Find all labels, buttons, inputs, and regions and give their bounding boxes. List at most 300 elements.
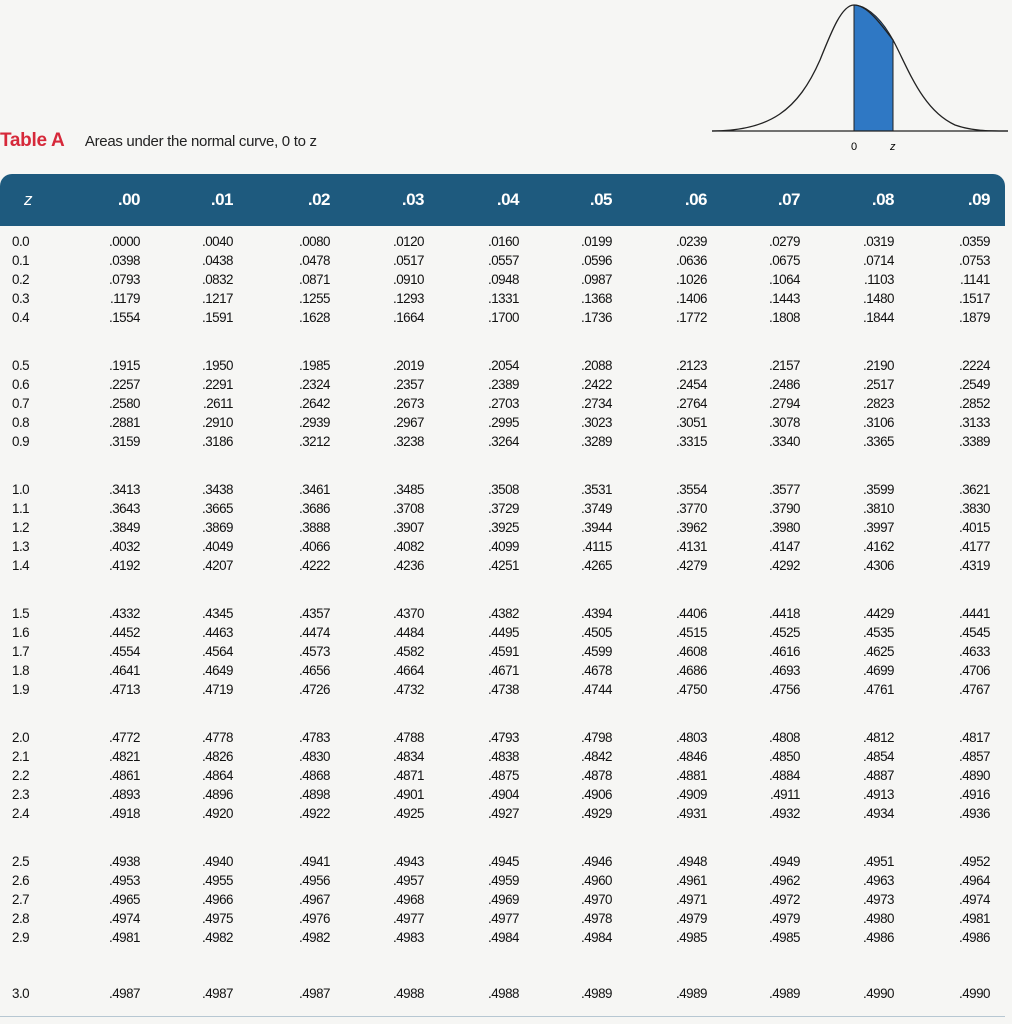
table-cell: .3289 bbox=[580, 434, 612, 450]
table-cell: .2357 bbox=[392, 377, 424, 393]
table-cell: .4678 bbox=[580, 663, 612, 679]
header-col-2: .01 bbox=[210, 190, 233, 209]
table-cell: .4842 bbox=[580, 749, 612, 765]
table-cell: .4952 bbox=[958, 854, 990, 869]
normal-curve-figure bbox=[710, 0, 1010, 160]
z-cell: 2.7 bbox=[12, 892, 30, 908]
table-cell: .4943 bbox=[392, 854, 424, 869]
table-cell: .2673 bbox=[392, 396, 424, 412]
table-cell: .4671 bbox=[487, 663, 519, 679]
table-cell: .1736 bbox=[580, 310, 612, 326]
table-cell: .4920 bbox=[201, 806, 233, 822]
table-cell: .2910 bbox=[201, 415, 233, 431]
table-cell: .3023 bbox=[580, 415, 612, 431]
table-cell: .4978 bbox=[580, 911, 612, 927]
table-cell: .4981 bbox=[958, 911, 990, 927]
table-cell: .4649 bbox=[201, 663, 233, 679]
table-cell: .4564 bbox=[201, 644, 233, 660]
table-cell: .4868 bbox=[298, 768, 330, 784]
table-cell: .4981 bbox=[108, 930, 140, 946]
table-cell: .1255 bbox=[298, 291, 330, 307]
table-cell: .4898 bbox=[298, 787, 330, 803]
table-cell: .4982 bbox=[201, 930, 233, 946]
table-cell: .4887 bbox=[862, 768, 894, 784]
table-cell: .2995 bbox=[487, 415, 519, 431]
value-column bbox=[740, 480, 800, 575]
table-cell: .4345 bbox=[201, 606, 233, 621]
table-cell: .4808 bbox=[768, 730, 800, 745]
table-cell: .4906 bbox=[580, 787, 612, 803]
value-column bbox=[647, 852, 707, 947]
value-column bbox=[647, 356, 707, 451]
value-column bbox=[459, 852, 519, 947]
table-cell: .3869 bbox=[201, 520, 233, 536]
table-cell: .2549 bbox=[958, 377, 990, 393]
table-cell: .4608 bbox=[675, 644, 707, 660]
value-column bbox=[930, 852, 990, 947]
table-cell: .2852 bbox=[958, 396, 990, 412]
table-cell: .4911 bbox=[769, 787, 800, 803]
value-column bbox=[740, 984, 800, 1003]
value-column bbox=[552, 984, 612, 1003]
table-cell: .4989 bbox=[675, 986, 707, 1001]
table-cell: .3159 bbox=[108, 434, 140, 450]
table-cell: .4938 bbox=[108, 854, 140, 869]
z-cell: 0.1 bbox=[12, 253, 30, 269]
table-cell: .4977 bbox=[487, 911, 519, 927]
header-z: z bbox=[24, 190, 32, 209]
table-cell: .3997 bbox=[862, 520, 894, 536]
value-column bbox=[834, 604, 894, 699]
value-column bbox=[930, 984, 990, 1003]
table-cell: .3212 bbox=[298, 434, 330, 450]
table-cell: .4990 bbox=[958, 986, 990, 1001]
table-cell: .1844 bbox=[862, 310, 894, 326]
table-cell: .4441 bbox=[958, 606, 990, 621]
value-column bbox=[80, 728, 140, 823]
header-col-7: .06 bbox=[684, 190, 707, 209]
table-cell: .4418 bbox=[768, 606, 800, 621]
z-cell: 2.9 bbox=[12, 930, 30, 946]
table-cell: .4987 bbox=[298, 986, 330, 1001]
table-cell: .4082 bbox=[392, 539, 424, 555]
table-cell: .4918 bbox=[108, 806, 140, 822]
table-cell: .2967 bbox=[392, 415, 424, 431]
z-cell: 1.6 bbox=[12, 625, 30, 641]
table-cell: .1950 bbox=[201, 358, 233, 373]
z-cell: 2.4 bbox=[12, 806, 30, 822]
table-cell: .3264 bbox=[487, 434, 519, 450]
table-cell: .3389 bbox=[958, 434, 990, 450]
table-cell: .4985 bbox=[675, 930, 707, 946]
value-column bbox=[173, 728, 233, 823]
z-values bbox=[12, 984, 29, 1003]
table-cell: .4162 bbox=[862, 539, 894, 555]
table-cell: .0080 bbox=[298, 234, 330, 249]
table-cell: .4979 bbox=[675, 911, 707, 927]
table-cell: .1700 bbox=[487, 310, 519, 326]
table-cell: .4738 bbox=[487, 682, 519, 698]
table-cell: .3749 bbox=[580, 501, 612, 517]
table-cell: .4934 bbox=[862, 806, 894, 822]
table-cell: .4115 bbox=[581, 539, 612, 555]
table-cell: .4292 bbox=[768, 558, 800, 574]
table-cell: .2257 bbox=[108, 377, 140, 393]
table-cell: .0675 bbox=[768, 253, 800, 269]
table-cell: .1026 bbox=[675, 272, 707, 288]
table-cell: .4875 bbox=[487, 768, 519, 784]
table-cell: .4953 bbox=[108, 873, 140, 889]
table-cell: .4955 bbox=[201, 873, 233, 889]
value-column bbox=[834, 984, 894, 1003]
table-cell: .3643 bbox=[108, 501, 140, 517]
header-col-9: .08 bbox=[871, 190, 894, 209]
table-cell: .1443 bbox=[768, 291, 800, 307]
table-cell: .3810 bbox=[862, 501, 894, 517]
table-cell: .0793 bbox=[108, 272, 140, 288]
table-cell: .4750 bbox=[675, 682, 707, 698]
z-cell: 0.6 bbox=[12, 377, 30, 393]
value-column bbox=[740, 232, 800, 327]
table-cell: .0557 bbox=[487, 253, 519, 269]
value-column bbox=[930, 604, 990, 699]
z-cell: 1.1 bbox=[12, 501, 30, 517]
table-cell: .3106 bbox=[862, 415, 894, 431]
table-cell: .4599 bbox=[580, 644, 612, 660]
table-cell: .3770 bbox=[675, 501, 707, 517]
table-cell: .2517 bbox=[862, 377, 894, 393]
table-cell: .4968 bbox=[392, 892, 424, 908]
value-column bbox=[834, 852, 894, 947]
value-column bbox=[459, 728, 519, 823]
z-cell: 2.6 bbox=[12, 873, 30, 889]
table-cell: .4979 bbox=[768, 911, 800, 927]
table-cell: .1517 bbox=[958, 291, 990, 307]
table-cell: .3665 bbox=[201, 501, 233, 517]
z-cell: 1.2 bbox=[12, 520, 30, 536]
table-cell: .4463 bbox=[201, 625, 233, 641]
z-cell: 0.7 bbox=[12, 396, 30, 412]
table-cell: .4177 bbox=[958, 539, 990, 555]
table-cell: .2422 bbox=[580, 377, 612, 393]
table-cell: .4616 bbox=[768, 644, 800, 660]
value-column bbox=[552, 480, 612, 575]
table-cell: .4960 bbox=[580, 873, 612, 889]
value-column bbox=[364, 232, 424, 327]
table-cell: .4901 bbox=[392, 787, 424, 803]
table-cell: .4893 bbox=[108, 787, 140, 803]
table-cell: .2088 bbox=[580, 358, 612, 373]
table-cell: .4474 bbox=[298, 625, 330, 641]
table-cell: .4990 bbox=[862, 986, 894, 1001]
table-cell: .4573 bbox=[298, 644, 330, 660]
z-values bbox=[12, 728, 29, 823]
value-column bbox=[173, 480, 233, 575]
table-cell: .2454 bbox=[675, 377, 707, 393]
z-cell: 3.0 bbox=[12, 986, 30, 1001]
table-cell: .4969 bbox=[487, 892, 519, 908]
table-cell: .4864 bbox=[201, 768, 233, 784]
table-cell: .1985 bbox=[298, 358, 330, 373]
table-cell: .4988 bbox=[392, 986, 424, 1001]
table-cell: .0160 bbox=[487, 234, 519, 249]
table-cell: .4850 bbox=[768, 749, 800, 765]
table-cell: .3962 bbox=[675, 520, 707, 536]
table-cell: .4913 bbox=[862, 787, 894, 803]
table-cell: .1554 bbox=[108, 310, 140, 326]
z-label: z bbox=[890, 141, 896, 153]
value-column bbox=[740, 604, 800, 699]
table-cell: .4817 bbox=[958, 730, 990, 745]
table-cell: .1331 bbox=[487, 291, 519, 307]
value-column bbox=[647, 984, 707, 1003]
value-column bbox=[459, 480, 519, 575]
value-column bbox=[173, 232, 233, 327]
value-column bbox=[647, 728, 707, 823]
table-cell: .4554 bbox=[108, 644, 140, 660]
table-cell: .4974 bbox=[958, 892, 990, 908]
value-column bbox=[740, 728, 800, 823]
table-cell: .3413 bbox=[108, 482, 140, 497]
table-cell: .4964 bbox=[958, 873, 990, 889]
table-cell: .4545 bbox=[958, 625, 990, 641]
table-cell: .3133 bbox=[958, 415, 990, 431]
table-cell: .3508 bbox=[487, 482, 519, 497]
table-cell: .4974 bbox=[108, 911, 140, 927]
value-column bbox=[552, 852, 612, 947]
z-cell: 1.4 bbox=[12, 558, 30, 574]
table-cell: .2190 bbox=[862, 358, 894, 373]
table-cell: .4591 bbox=[487, 644, 519, 660]
table-cell: .4625 bbox=[862, 644, 894, 660]
header-col-3: .02 bbox=[307, 190, 330, 209]
table-cell: .4406 bbox=[675, 606, 707, 621]
z-values bbox=[12, 480, 29, 575]
table-cell: .4936 bbox=[958, 806, 990, 822]
z-cell: 0.0 bbox=[12, 234, 30, 249]
table-cell: .3944 bbox=[580, 520, 612, 536]
table-cell: .2939 bbox=[298, 415, 330, 431]
table-cell: .4946 bbox=[580, 854, 612, 869]
value-column bbox=[270, 356, 330, 451]
table-cell: .0714 bbox=[862, 253, 894, 269]
header-col-4: .03 bbox=[401, 190, 424, 209]
table-cell: .4147 bbox=[768, 539, 800, 555]
table-cell: .4452 bbox=[108, 625, 140, 641]
value-column bbox=[270, 604, 330, 699]
table-cell: .1141 bbox=[959, 272, 990, 288]
table-cell: .4236 bbox=[392, 558, 424, 574]
table-cell: .4984 bbox=[487, 930, 519, 946]
table-cell: .2054 bbox=[487, 358, 519, 373]
z-cell: 1.8 bbox=[12, 663, 30, 679]
table-cell: .0636 bbox=[675, 253, 707, 269]
value-column bbox=[834, 232, 894, 327]
table-cell: .4966 bbox=[201, 892, 233, 908]
table-cell: .4251 bbox=[487, 558, 519, 574]
table-cell: .1368 bbox=[580, 291, 612, 307]
z-cell: 0.5 bbox=[12, 358, 30, 373]
table-cell: .4951 bbox=[862, 854, 894, 869]
table-cell: .4535 bbox=[862, 625, 894, 641]
table-cell: .4756 bbox=[768, 682, 800, 698]
table-cell: .4982 bbox=[298, 930, 330, 946]
table-cell: .2224 bbox=[958, 358, 990, 373]
table-cell: .4922 bbox=[298, 806, 330, 822]
table-cell: .4948 bbox=[675, 854, 707, 869]
value-column bbox=[930, 232, 990, 327]
z-cell: 2.0 bbox=[12, 730, 30, 745]
table-cell: .2291 bbox=[201, 377, 233, 393]
table-cell: .4429 bbox=[862, 606, 894, 621]
table-cell: .4989 bbox=[768, 986, 800, 1001]
table-cell: .4706 bbox=[958, 663, 990, 679]
table-cell: .1915 bbox=[108, 358, 140, 373]
table-cell: .4896 bbox=[201, 787, 233, 803]
table-cell: .3599 bbox=[862, 482, 894, 497]
table-cell: .0359 bbox=[958, 234, 990, 249]
table-cell: .4515 bbox=[675, 625, 707, 641]
value-column bbox=[173, 984, 233, 1003]
table-cell: .4956 bbox=[298, 873, 330, 889]
table-cell: .4812 bbox=[862, 730, 894, 745]
table-cell: .4884 bbox=[768, 768, 800, 784]
table-cell: .4783 bbox=[298, 730, 330, 745]
table-cell: .4971 bbox=[675, 892, 707, 908]
table-cell: .3888 bbox=[298, 520, 330, 536]
value-column bbox=[552, 356, 612, 451]
value-column bbox=[459, 604, 519, 699]
table-cell: .4744 bbox=[580, 682, 612, 698]
z-cell: 1.3 bbox=[12, 539, 30, 555]
value-column bbox=[552, 604, 612, 699]
value-column bbox=[930, 480, 990, 575]
table-cell: .4962 bbox=[768, 873, 800, 889]
z-cell: 1.5 bbox=[12, 606, 30, 621]
table-cell: .4987 bbox=[108, 986, 140, 1001]
z-cell: 2.1 bbox=[12, 749, 30, 765]
table-cell: .0398 bbox=[108, 253, 140, 269]
table-cell: .4909 bbox=[675, 787, 707, 803]
table-cell: .4505 bbox=[580, 625, 612, 641]
table-cell: .2764 bbox=[675, 396, 707, 412]
table-title bbox=[0, 130, 317, 152]
table-cell: .0987 bbox=[580, 272, 612, 288]
table-cell: .1772 bbox=[675, 310, 707, 326]
table-cell: .0478 bbox=[298, 253, 330, 269]
value-column bbox=[270, 728, 330, 823]
table-cell: .4931 bbox=[675, 806, 707, 822]
table-cell: .4265 bbox=[580, 558, 612, 574]
table-cell: .3708 bbox=[392, 501, 424, 517]
table-cell: .4963 bbox=[862, 873, 894, 889]
value-column bbox=[459, 356, 519, 451]
table-cell: .4032 bbox=[108, 539, 140, 555]
table-cell: .0438 bbox=[201, 253, 233, 269]
value-column bbox=[740, 356, 800, 451]
table-cell: .4941 bbox=[298, 854, 330, 869]
table-cell: .4732 bbox=[392, 682, 424, 698]
value-column bbox=[647, 232, 707, 327]
value-column bbox=[647, 480, 707, 575]
shaded-area bbox=[854, 5, 893, 131]
value-column bbox=[364, 984, 424, 1003]
table-cell: .1103 bbox=[863, 272, 894, 288]
table-cell: .0871 bbox=[298, 272, 330, 288]
value-column bbox=[80, 356, 140, 451]
table-cell: .3238 bbox=[392, 434, 424, 450]
table-cell: .0832 bbox=[201, 272, 233, 288]
value-column bbox=[364, 356, 424, 451]
table-cell: .4370 bbox=[392, 606, 424, 621]
z-cell: 2.3 bbox=[12, 787, 30, 803]
table-cell: .4929 bbox=[580, 806, 612, 822]
table-cell: .4582 bbox=[392, 644, 424, 660]
table-cell: .4015 bbox=[958, 520, 990, 536]
table-cell: .3315 bbox=[675, 434, 707, 450]
z-cell: 1.0 bbox=[12, 482, 30, 497]
table-cell: .4957 bbox=[392, 873, 424, 889]
table-cell: .0753 bbox=[958, 253, 990, 269]
table-cell: .4871 bbox=[392, 768, 424, 784]
z-cell: 1.7 bbox=[12, 644, 30, 660]
table-cell: .4854 bbox=[862, 749, 894, 765]
table-cell: .1480 bbox=[862, 291, 894, 307]
table-cell: .3907 bbox=[392, 520, 424, 536]
table-cell: .4834 bbox=[392, 749, 424, 765]
table-cell: .4949 bbox=[768, 854, 800, 869]
table-cell: .3340 bbox=[768, 434, 800, 450]
table-cell: .0279 bbox=[768, 234, 800, 249]
table-cell: .4927 bbox=[487, 806, 519, 822]
header-col-10: .09 bbox=[967, 190, 990, 209]
value-column bbox=[740, 852, 800, 947]
table-cell: .4975 bbox=[201, 911, 233, 927]
value-column bbox=[930, 356, 990, 451]
table-cell: .0040 bbox=[201, 234, 233, 249]
table-cell: .4778 bbox=[201, 730, 233, 745]
value-column bbox=[459, 984, 519, 1003]
z-values bbox=[12, 852, 29, 947]
table-cell: .4987 bbox=[201, 986, 233, 1001]
table-cell: .1808 bbox=[768, 310, 800, 326]
table-cell: .4973 bbox=[862, 892, 894, 908]
table-cell: .2642 bbox=[298, 396, 330, 412]
table-cell: .4846 bbox=[675, 749, 707, 765]
table-cell: .2611 bbox=[202, 396, 233, 412]
table-cell: .4965 bbox=[108, 892, 140, 908]
table-cell: .1064 bbox=[768, 272, 800, 288]
table-cell: .3980 bbox=[768, 520, 800, 536]
table-cell: .2823 bbox=[862, 396, 894, 412]
value-column bbox=[930, 728, 990, 823]
value-column bbox=[270, 984, 330, 1003]
table-cell: .3790 bbox=[768, 501, 800, 517]
table-cell: .3729 bbox=[487, 501, 519, 517]
z-cell: 0.2 bbox=[12, 272, 30, 288]
table-cell: .4207 bbox=[201, 558, 233, 574]
table-cell: .0239 bbox=[675, 234, 707, 249]
table-cell: .4821 bbox=[108, 749, 140, 765]
z-cell: 2.2 bbox=[12, 768, 30, 784]
table-cell: .3830 bbox=[958, 501, 990, 517]
value-column bbox=[834, 480, 894, 575]
z-cell: 1.9 bbox=[12, 682, 30, 698]
table-cell: .4319 bbox=[958, 558, 990, 574]
z-values bbox=[12, 232, 29, 327]
table-cell: .4970 bbox=[580, 892, 612, 908]
table-cell: .4830 bbox=[298, 749, 330, 765]
